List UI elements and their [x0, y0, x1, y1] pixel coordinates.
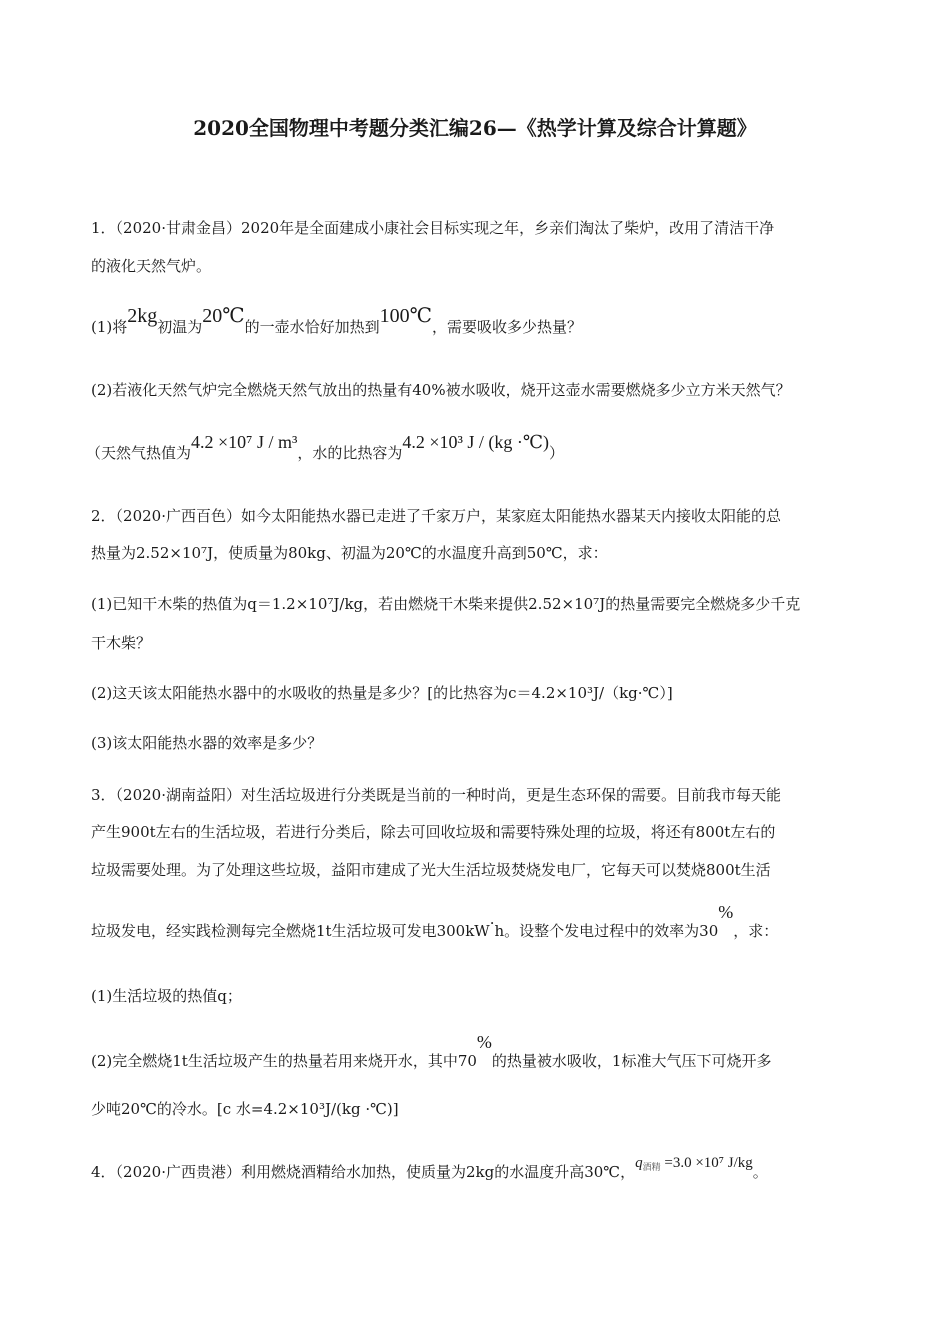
q2-line-2: 热量为2.52×10⁷J，使质量为80kg、初温为20℃的水温度升高到50℃，求： — [91, 544, 608, 562]
q1-note-text-a: （天然气热值为 — [86, 444, 192, 462]
q1-part-1-text-c: 的一壶水恰好加热到 — [244, 318, 380, 336]
q3-part-2-line-1 — [91, 1032, 772, 1071]
q4-alcohol-heat-value — [635, 1155, 753, 1171]
q1-final-temp: 100℃ — [379, 305, 433, 327]
q3-line-2: 产生900t左右的生活垃圾，若进行分类后，除去可回收垃圾和需要特殊处理的垃圾，将还有800t左右的 — [91, 823, 776, 841]
q3-line-4-text-c: ，求： — [733, 922, 779, 940]
q4-q-value: =3.0 ×10⁷ J/kg — [664, 1155, 753, 1171]
q2-part-2: (2)这天该太阳能热水器中的水吸收的热量是多少？[的比热容为c＝4.2×10³J/（kg·℃）] — [91, 684, 673, 702]
q1-intro-line-2: 的液化天然气炉。 — [91, 257, 212, 275]
q4-q-subscript: 酒精 — [642, 1162, 661, 1172]
q1-part-2: (2)若液化天然气炉完全燃烧天然气放出的热量有40%被水吸收，烧开这壶水需要燃烧多少立方米天然气？ — [91, 381, 791, 399]
q2-part-1-line-2: 干木柴？ — [91, 634, 152, 652]
q2-part-3: (3)该太阳能热水器的效率是多少？ — [91, 734, 323, 752]
q3-line-3: 垃圾需要处理。为了处理这些垃圾，益阳市建成了光大生活垃圾焚烧发电厂，它每天可以焚烧800t生活 — [91, 861, 771, 879]
q1-note-text-d: ） — [549, 444, 565, 462]
q3-line-4-text-a: 垃圾发电，经实践检测每完全燃烧1t生活垃圾可发电300kW — [91, 922, 490, 940]
q1-intro-line-1: 1．（2020·甘肃金昌）2020年是全面建成小康社会目标实现之年，乡亲们淘汰了柴炉，改用了清洁干净 — [91, 219, 775, 237]
q1-gas-heat-value: 4.2 ×10⁷ J / m³ — [191, 432, 298, 452]
q1-part-1-text-b: 初温为 — [157, 318, 203, 336]
q4-q-symbol: q — [635, 1155, 643, 1171]
q3-part-2-text-a: (2)完全燃烧1t生活垃圾产生的热量若用来烧开水，其中70 — [91, 1052, 477, 1070]
q3-part-1: (1)生活垃圾的热值q； — [91, 987, 242, 1005]
q1-water-specific-heat: 4.2 ×10³ J / (kg ·℃) — [402, 432, 550, 452]
q3-line-1: 3．（2020·湖南益阳）对生活垃圾进行分类既是当前的一种时尚，更是生态环保的需要。目前我市每天能 — [91, 786, 781, 804]
q4-text-b: 。 — [752, 1163, 768, 1181]
q1-note — [86, 432, 565, 463]
q1-part-1-text-a: (1)将 — [91, 318, 128, 336]
q3-absorb-percent: % — [476, 1032, 492, 1052]
q2-line-1: 2．（2020·广西百色）如今太阳能热水器已走进了千家万户，某家庭太阳能热水器某天内接收太阳能的总 — [91, 507, 781, 525]
q3-unit-dot: · — [489, 914, 495, 932]
q1-note-text-b: ，水的比热容为 — [297, 444, 403, 462]
q4-text-a: 4．（2020·广西贵港）利用燃烧酒精给水加热，使质量为2kg的水温度升高30℃， — [91, 1163, 636, 1181]
document-title: 2020全国物理中考题分类汇编26—《热学计算及综合计算题》 — [193, 116, 757, 140]
q3-line-4 — [91, 902, 779, 941]
q3-part-2-line-2: 少吨20℃的冷水。[c 水=4.2×10³J/(kg ·℃)] — [91, 1100, 399, 1118]
q1-part-1 — [91, 305, 583, 337]
q2-part-1-line-1: (1)已知干木柴的热值为q＝1.2×10⁷J/kg，若由燃烧干木柴来提供2.52×10⁷J的热量需要完全燃烧多少千克 — [91, 595, 801, 613]
q1-part-1-text-d: ，需要吸收多少热量？ — [432, 318, 583, 336]
q3-efficiency-percent: % — [718, 902, 734, 922]
q3-part-2-text-b: 的热量被水吸收，1标准大气压下可烧开多 — [491, 1052, 772, 1070]
q1-initial-temp: 20℃ — [202, 305, 245, 327]
q1-mass-value: 2kg — [127, 305, 158, 327]
q3-line-4-text-b: h。设整个发电过程中的效率为30 — [494, 922, 719, 940]
q4-line-1 — [91, 1155, 768, 1184]
